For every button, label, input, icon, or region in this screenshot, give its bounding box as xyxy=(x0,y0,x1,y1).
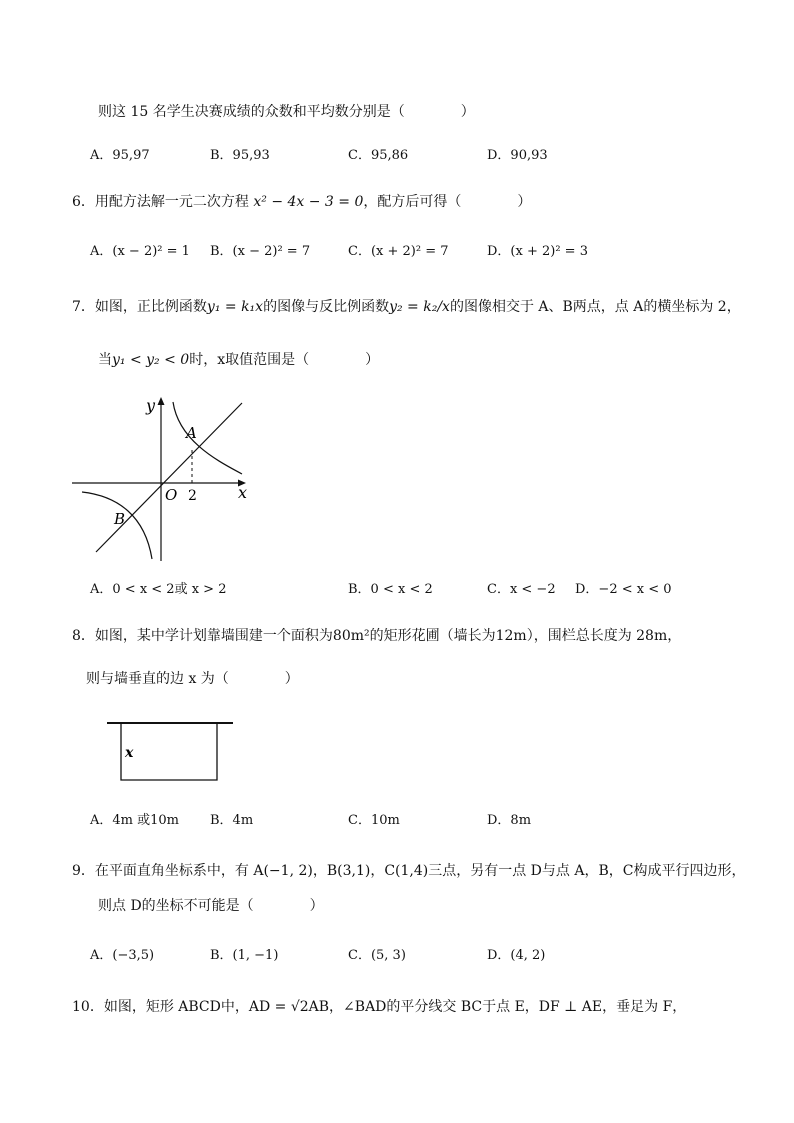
q9-option-c: C．(5, 3) xyxy=(348,948,406,963)
q7-line1-c: 的图像相交于 A、B两点，点 A的横坐标为 2， xyxy=(449,299,741,315)
q7-point-a-label: A xyxy=(186,424,197,442)
q5-stem: 则这 15 名学生决赛成绩的众数和平均数分别是（ ） xyxy=(98,104,475,120)
q7-line1-b: 的图像与反比例函数 xyxy=(263,299,390,315)
q7-option-c: C．x < −2 xyxy=(487,582,556,597)
q7-condition: y₁ < y₂ < 0 xyxy=(112,352,190,368)
q5-option-b: B．95,93 xyxy=(210,148,270,163)
q8-figure xyxy=(105,715,237,785)
q8-option-d: D．8m xyxy=(487,813,532,828)
q8-line2: 则与墙垂直的边 x 为（ ） xyxy=(86,671,299,687)
q5-option-d: D．90,93 xyxy=(487,148,548,163)
q7-line2 xyxy=(98,351,379,369)
q9-line1: 9．在平面直角坐标系中，有 A(−1, 2)，B(3,1)，C(1,4)三点，另有一点 D与点 A，B，C构成平行四边形， xyxy=(72,863,746,879)
q7-option-b: B．0 < x < 2 xyxy=(348,582,433,597)
q7-figure xyxy=(70,394,260,564)
q6-option-a: A．(x − 2)² = 1 xyxy=(90,244,190,259)
q5-option-c: C．95,86 xyxy=(348,148,409,163)
q7-point-b-label: B xyxy=(114,510,126,528)
q8-fence xyxy=(121,723,217,780)
q10-line1: 10．如图，矩形 ABCD中，AD = √2AB，∠BAD的平分线交 BC于点 E，DF ⊥ AE，垂足为 F， xyxy=(72,999,687,1015)
q7-line1 xyxy=(72,298,741,316)
q9-option-b: B．(1, −1) xyxy=(210,948,279,963)
q8-option-c: C．10m xyxy=(348,813,400,828)
q7-option-a: A．0 < x < 2或 x > 2 xyxy=(90,582,227,597)
q8-x-label: x xyxy=(125,745,134,761)
q7-y-label: y xyxy=(146,396,156,415)
q6-stem xyxy=(72,193,531,211)
q8-option-b: B．4m xyxy=(210,813,254,828)
q6-stem-after: ，配方后可得（ ） xyxy=(363,194,532,210)
q8-line1: 8．如图，某中学计划靠墙围建一个面积为80m²的矩形花圃（墙长为12m），围栏总长度为 28m， xyxy=(72,628,682,644)
q8-option-a: A．4m 或10m xyxy=(90,813,179,828)
q6-stem-before: 6．用配方法解一元二次方程 xyxy=(72,194,254,210)
q6-option-b: B．(x − 2)² = 7 xyxy=(210,244,311,259)
q7-x-label: x xyxy=(238,483,248,502)
q7-line2-b: 时，x取值范围是（ ） xyxy=(189,352,380,368)
q7-line2-a: 当 xyxy=(98,352,112,368)
q9-option-a: A．(−3,5) xyxy=(90,948,155,963)
q7-proportional-line xyxy=(96,403,242,552)
q7-y1-expr: y₁ = k₁x xyxy=(206,299,264,315)
q9-line2: 则点 D的坐标不可能是（ ） xyxy=(98,898,324,914)
q6-equation: x² − 4x − 3 = 0 xyxy=(253,194,364,210)
q7-y2-expr: y₂ = k₂/x xyxy=(389,299,450,315)
q7-tick-label: 2 xyxy=(188,488,197,504)
q6-option-d: D．(x + 2)² = 3 xyxy=(487,244,588,259)
q6-option-c: C．(x + 2)² = 7 xyxy=(348,244,449,259)
q7-origin-label: O xyxy=(165,486,178,504)
q5-option-a: A．95,97 xyxy=(90,148,150,163)
q9-option-d: D．(4, 2) xyxy=(487,948,546,963)
q7-option-d: D．−2 < x < 0 xyxy=(575,582,672,597)
q7-y-arrow xyxy=(158,397,165,405)
q7-line1-a: 7．如图，正比例函数 xyxy=(72,299,207,315)
